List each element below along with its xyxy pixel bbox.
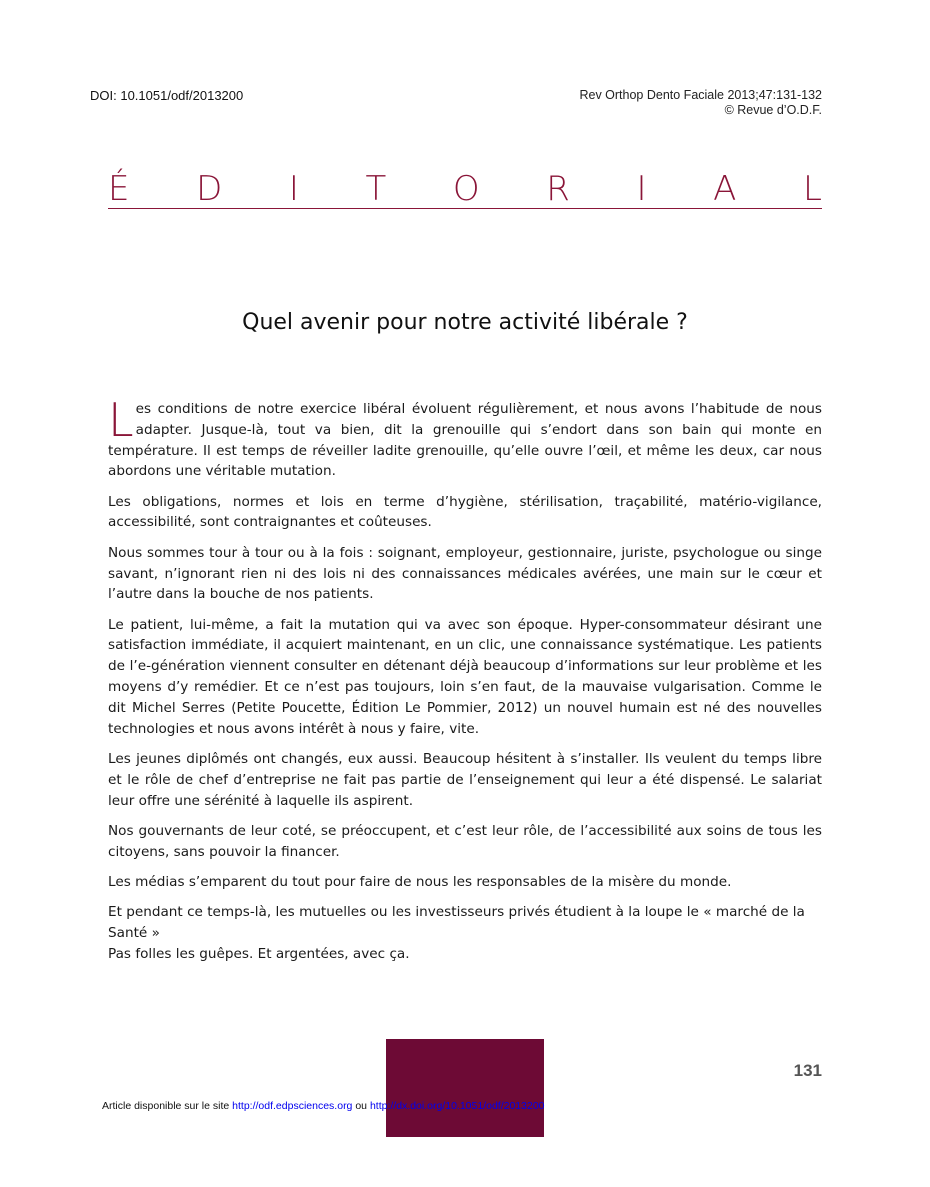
redaction-block xyxy=(386,1039,544,1137)
footer-prefix: Article disponible sur le site xyxy=(102,1100,230,1112)
journal-citation xyxy=(579,88,822,118)
section-letter: T xyxy=(365,169,387,209)
paragraph-line: Pas folles les guêpes. Et argentées, avec ça. xyxy=(108,945,410,962)
paragraph: Nos gouvernants de leur coté, se préoccupent, et c’est leur rôle, de l’accessibilité aux soins de tous les citoyens, sans pouvoir la financer. xyxy=(108,822,822,860)
footer-middle: ou xyxy=(355,1100,368,1112)
section-letter: I xyxy=(636,169,647,209)
page-number: 131 xyxy=(793,1061,822,1080)
paragraph-text: es conditions de notre exercice libéral évoluent régulièrement, et nous avons l’habitude de nous adapter. Jusque-là, tout va bien, dit la grenouille qui s’endort dans son bain qui monte en température. Il est temps de réveiller ladite grenouille, qu’elle ouvre l’œil, et même les deux, car nous abordons une véritable mutation. xyxy=(108,401,822,480)
drop-cap: L xyxy=(108,393,134,447)
paragraph xyxy=(108,393,822,482)
section-letter: I xyxy=(288,169,299,209)
paragraph: Nous sommes tour à tour ou à la fois : soignant, employeur, gestionnaire, juriste, psychologue ou singe savant, n’ignorant rien ni des lois ni des connaissances médicales avérées, une main sur le cœur et l’autre dans la bouche de nos patients. xyxy=(108,544,822,603)
paragraph-line: Et pendant ce temps-là, les mutuelles ou les investisseurs privés étudient à la loupe le « marché de la Santé » xyxy=(108,904,805,942)
section-heading-editorial xyxy=(108,166,822,209)
doi-link[interactable]: http://dx.doi.org/10.1051/odf/2013200 xyxy=(369,1100,545,1112)
doi: DOI: 10.1051/odf/2013200 xyxy=(90,88,244,103)
journal-reference: Rev Orthop Dento Faciale 2013;47:131-132 xyxy=(579,88,822,102)
footer-availability xyxy=(102,1100,545,1112)
paragraph: Les obligations, normes et lois en terme d’hygiène, stérilisation, traçabilité, matério-vigilance, accessibilité, sont contraignantes et coûteuses. xyxy=(108,493,822,531)
journal-copyright: © Revue d’O.D.F. xyxy=(724,103,822,117)
section-letter: O xyxy=(452,169,480,209)
paragraph: Le patient, lui-même, a fait la mutation qui va avec son époque. Hyper-consommateur désirant une satisfaction immédiate, il acquiert maintenant, en un clic, une connaissance systématique. Les patients de l’e-génération viennent consulter en détenant déjà beaucoup d’informations sur leur problème et les moyens d’y remédier. Et ce n’est pas toujours, loin s’en faut, de la mauvaise vulgarisation. Comme le dit Michel Serres (Petite Poucette, Édition Le Pommier, 2012) un nouvel humain est né des nouvelles technologies et nous avons intérêt à nous y faire, vite. xyxy=(108,616,822,737)
section-letter: R xyxy=(546,169,570,209)
section-letter: É xyxy=(108,169,130,209)
paragraph: Les jeunes diplômés ont changés, eux aussi. Beaucoup hésitent à s’installer. Ils veulent du temps libre et le rôle de chef d’entreprise ne fait pas partie de l’enseignement qui leur a été dispensé. Le salariat leur offre une sérénité à laquelle ils aspirent. xyxy=(108,750,822,809)
section-letter: A xyxy=(713,169,737,209)
paragraph xyxy=(108,902,822,964)
section-letter: L xyxy=(803,169,822,209)
section-letter: D xyxy=(196,169,223,209)
article-body xyxy=(108,393,822,974)
site-link[interactable]: http://odf.edpsciences.org xyxy=(232,1100,353,1112)
paragraph: Les médias s’emparent du tout pour faire de nous les responsables de la misère du monde. xyxy=(108,873,732,890)
article-title: Quel avenir pour notre activité libérale ? xyxy=(242,310,688,335)
